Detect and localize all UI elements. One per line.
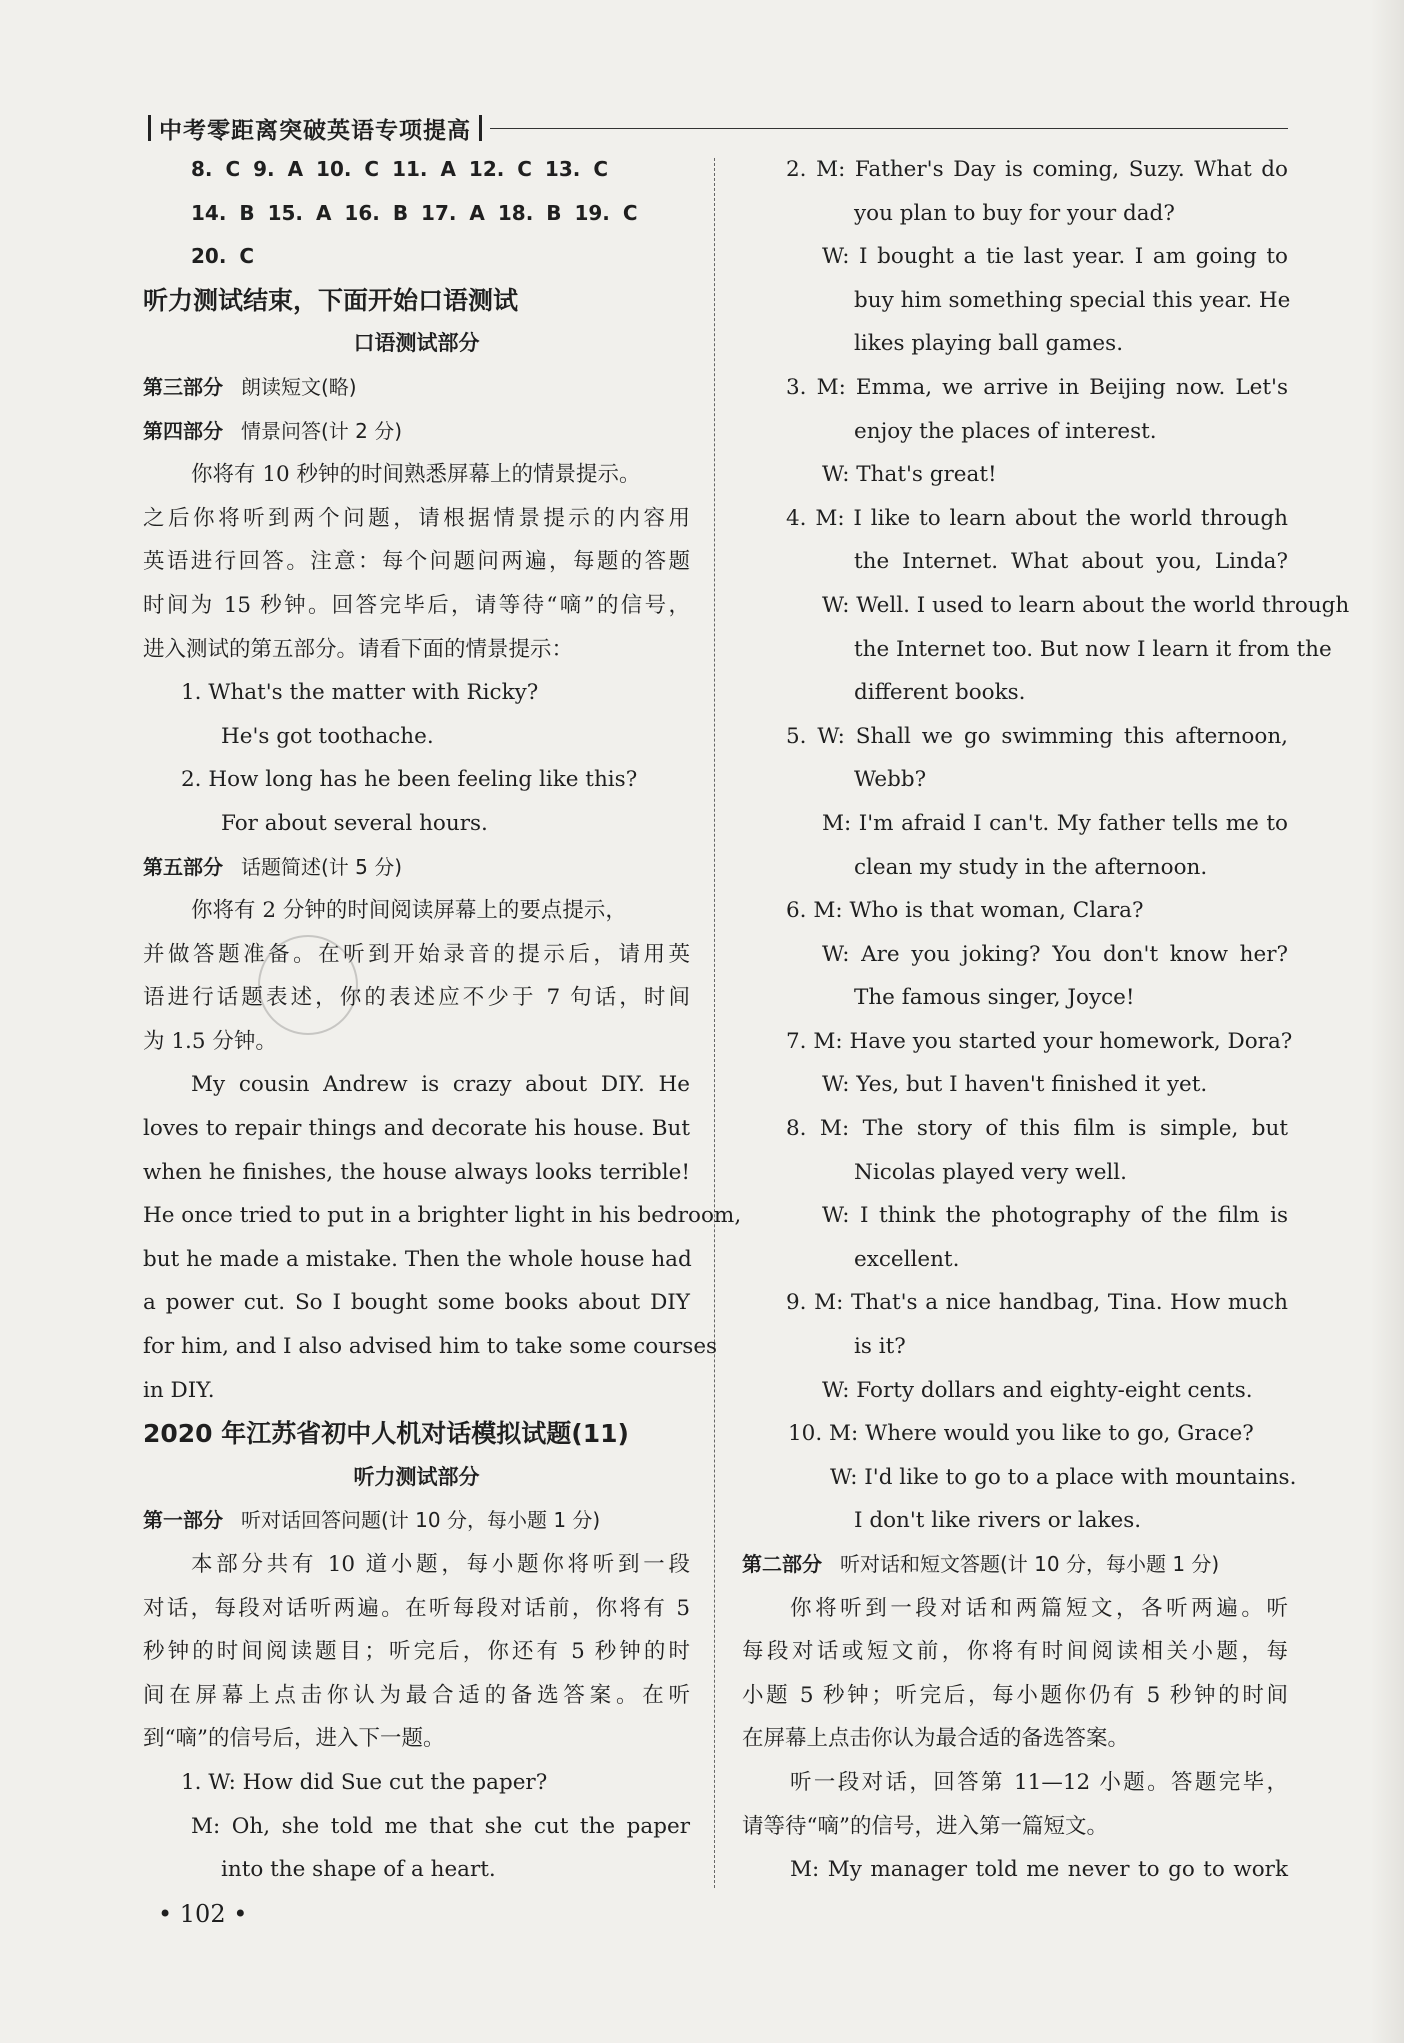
dialogue-line: 1. W: How did Sue cut the paper? bbox=[181, 1769, 548, 1795]
dialogue-line: 5. W: Shall we go swimming this afternoon, bbox=[786, 723, 1288, 749]
part-heading bbox=[143, 410, 690, 454]
dialogue-line: is it? bbox=[854, 1334, 906, 1360]
subsection-title: 口语测试部分 bbox=[353, 331, 480, 356]
part-label: 第二部分 bbox=[742, 1552, 822, 1576]
part-label: 第一部分 bbox=[143, 1508, 223, 1533]
dialogue-line: 4. M: I like to learn about the world through bbox=[786, 505, 1288, 531]
paragraph-line: 你将有 10 秒钟的时间熟悉屏幕上的情景提示。 bbox=[191, 462, 641, 488]
left-column bbox=[143, 148, 742, 1892]
question-line: 1. What's the matter with Ricky? bbox=[181, 680, 539, 706]
header-left-bar bbox=[148, 115, 151, 141]
dialogue-line: 10. M: Where would you like to go, Grace? bbox=[788, 1421, 1254, 1447]
dialogue-line: W: Well. I used to learn about the world through bbox=[822, 592, 1350, 618]
dialogue-line: you plan to buy for your dad? bbox=[854, 200, 1175, 226]
dialogue-line: 3. M: Emma, we arrive in Beijing now. Let's bbox=[786, 374, 1288, 400]
part-label: 第五部分 bbox=[143, 854, 223, 879]
passage-line: when he finishes, the house always looks terrible! bbox=[143, 1159, 690, 1185]
dialogue-line: clean my study in the afternoon. bbox=[854, 854, 1208, 880]
part-label: 第四部分 bbox=[143, 418, 223, 443]
part-heading bbox=[143, 1499, 690, 1543]
dialogue-line: The famous singer, Joyce! bbox=[854, 985, 1135, 1011]
dialogue-line: M: I'm afraid I can't. My father tells me to bbox=[822, 810, 1288, 836]
paragraph-line: 你将有 2 分钟的时间阅读屏幕上的要点提示， bbox=[191, 898, 627, 924]
dialogue-line: into the shape of a heart. bbox=[221, 1857, 496, 1883]
dialogue-line: the Internet. What about you, Linda? bbox=[854, 549, 1288, 575]
dialogue-line: W: I'd like to go to a place with mountains. bbox=[830, 1464, 1297, 1490]
part-title: 听对话和短文答题(计 10 分，每小题 1 分) bbox=[840, 1552, 1220, 1576]
dialogue-line: W: That's great! bbox=[822, 462, 997, 488]
passage-line: but he made a mistake. Then the whole house had bbox=[143, 1246, 692, 1272]
answer-line: 20. C bbox=[191, 244, 255, 269]
paragraph-line: 对话，每段对话听两遍。在听每段对话前，你将有 5 bbox=[143, 1595, 690, 1621]
dialogue-line: 6. M: Who is that woman, Clara? bbox=[786, 898, 1144, 924]
paragraph-line: 为 1.5 分钟。 bbox=[143, 1028, 277, 1054]
paragraph-line: 间在屏幕上点击你认为最合适的备选答案。在听 bbox=[143, 1682, 690, 1708]
passage-line: loves to repair things and decorate his house. But bbox=[143, 1116, 690, 1142]
dialogue-line: W: I think the photography of the film is bbox=[822, 1203, 1288, 1229]
dialogue-line: W: I bought a tie last year. I am going to bbox=[822, 244, 1288, 270]
header-right-bar bbox=[479, 115, 482, 141]
header-title: 中考零距离突破英语专项提高 bbox=[159, 117, 471, 144]
paragraph-line: 到“嘀”的信号后，进入下一题。 bbox=[143, 1726, 445, 1752]
right-column bbox=[742, 148, 1350, 1892]
header-rule bbox=[490, 128, 1288, 129]
dialogue-line: different books. bbox=[854, 680, 1026, 706]
column-divider bbox=[714, 158, 715, 1888]
part-title: 情景问答(计 2 分) bbox=[241, 418, 403, 443]
paragraph-line: 你将听到一段对话和两篇短文，各听两遍。听 bbox=[790, 1595, 1288, 1621]
dialogue-line: W: Forty dollars and eighty-eight cents. bbox=[822, 1377, 1253, 1403]
paragraph-line: 进入测试的第五部分。请看下面的情景提示： bbox=[143, 636, 574, 662]
paragraph-line: 请等待“嘀”的信号，进入第一篇短文。 bbox=[742, 1813, 1108, 1839]
part-heading bbox=[143, 846, 690, 890]
paragraph-line: 语进行话题表述，你的表述应不少于 7 句话，时间 bbox=[143, 985, 690, 1011]
dialogue-line: buy him something special this year. He bbox=[854, 287, 1291, 313]
dialogue-line: likes playing ball games. bbox=[854, 331, 1124, 357]
dialogue-line: M: Oh, she told me that she cut the paper bbox=[191, 1813, 690, 1839]
part-heading bbox=[143, 366, 690, 410]
dialogue-line: I don't like rivers or lakes. bbox=[854, 1508, 1142, 1534]
page-number: • 102 • bbox=[158, 1900, 248, 1928]
answer-text: He's got toothache. bbox=[221, 723, 434, 749]
page-header bbox=[148, 110, 1288, 146]
dialogue-line: M: My manager told me never to go to work bbox=[790, 1857, 1288, 1883]
dialogue-line: excellent. bbox=[854, 1246, 960, 1272]
paragraph-line: 英语进行回答。注意：每个问题问两遍，每题的答题 bbox=[143, 549, 690, 575]
dialogue-line: 8. M: The story of this film is simple, but bbox=[786, 1116, 1288, 1142]
passage-line: My cousin Andrew is crazy about DIY. He bbox=[191, 1072, 690, 1098]
answer-text: For about several hours. bbox=[221, 810, 488, 836]
part-title: 话题简述(计 5 分) bbox=[241, 854, 403, 879]
answer-line: 14. B 15. A 16. B 17. A 18. B 19. C bbox=[191, 200, 638, 225]
paragraph-line: 并做答题准备。在听到开始录音的提示后，请用英 bbox=[143, 941, 690, 967]
dialogue-line: W: Yes, but I haven't finished it yet. bbox=[822, 1072, 1208, 1098]
paragraph-line: 小题 5 秒钟；听完后，每小题你仍有 5 秒钟的时间 bbox=[742, 1682, 1288, 1708]
dialogue-line: W: Are you joking? You don't know her? bbox=[822, 941, 1288, 967]
page-edge-shadow bbox=[1370, 0, 1404, 2043]
dialogue-line: Webb? bbox=[854, 767, 927, 793]
subsection-title: 听力测试部分 bbox=[353, 1464, 480, 1489]
dialogue-line: enjoy the places of interest. bbox=[854, 418, 1157, 444]
paragraph-line: 秒钟的时间阅读题目；听完后，你还有 5 秒钟的时 bbox=[143, 1639, 690, 1665]
dialogue-line: 9. M: That's a nice handbag, Tina. How much bbox=[786, 1290, 1288, 1316]
dialogue-line: 7. M: Have you started your homework, Dora? bbox=[786, 1028, 1293, 1054]
dialogue-line: 2. M: Father's Day is coming, Suzy. What do bbox=[786, 157, 1288, 182]
section-heading: 听力测试结束，下面开始口语测试 bbox=[143, 285, 519, 315]
paragraph-line: 在屏幕上点击你认为最合适的备选答案。 bbox=[742, 1726, 1130, 1752]
paragraph-line: 时间为 15 秒钟。回答完毕后，请等待“嘀”的信号， bbox=[143, 592, 690, 618]
paragraph-line: 本部分共有 10 道小题，每小题你将听到一段 bbox=[191, 1552, 690, 1577]
dialogue-line: Nicolas played very well. bbox=[854, 1159, 1128, 1185]
question-line: 2. How long has he been feeling like this? bbox=[181, 767, 638, 793]
passage-line: a power cut. So I bought some books about DIY bbox=[143, 1290, 690, 1316]
part-heading bbox=[742, 1543, 1288, 1587]
dialogue-line: the Internet too. But now I learn it from the bbox=[854, 636, 1332, 662]
paragraph-line: 听一段对话，回答第 11—12 小题。答题完毕， bbox=[790, 1769, 1288, 1795]
part-title: 朗读短文(略) bbox=[241, 374, 357, 399]
part-title: 听对话回答问题(计 10 分，每小题 1 分) bbox=[241, 1508, 601, 1533]
part-label: 第三部分 bbox=[143, 374, 223, 399]
passage-line: for him, and I also advised him to take some courses bbox=[143, 1334, 718, 1360]
answer-line: 8. C 9. A 10. C 11. A 12. C 13. C bbox=[191, 157, 609, 181]
paragraph-line: 之后你将听到两个问题，请根据情景提示的内容用 bbox=[143, 505, 690, 531]
passage-line: in DIY. bbox=[143, 1377, 215, 1403]
passage-line: He once tried to put in a brighter light in his bedroom, bbox=[143, 1203, 742, 1229]
paragraph-line: 每段对话或短文前，你将有时间阅读相关小题，每 bbox=[742, 1639, 1288, 1665]
exam-title: 2020 年江苏省初中人机对话模拟试题(11) bbox=[143, 1419, 629, 1449]
